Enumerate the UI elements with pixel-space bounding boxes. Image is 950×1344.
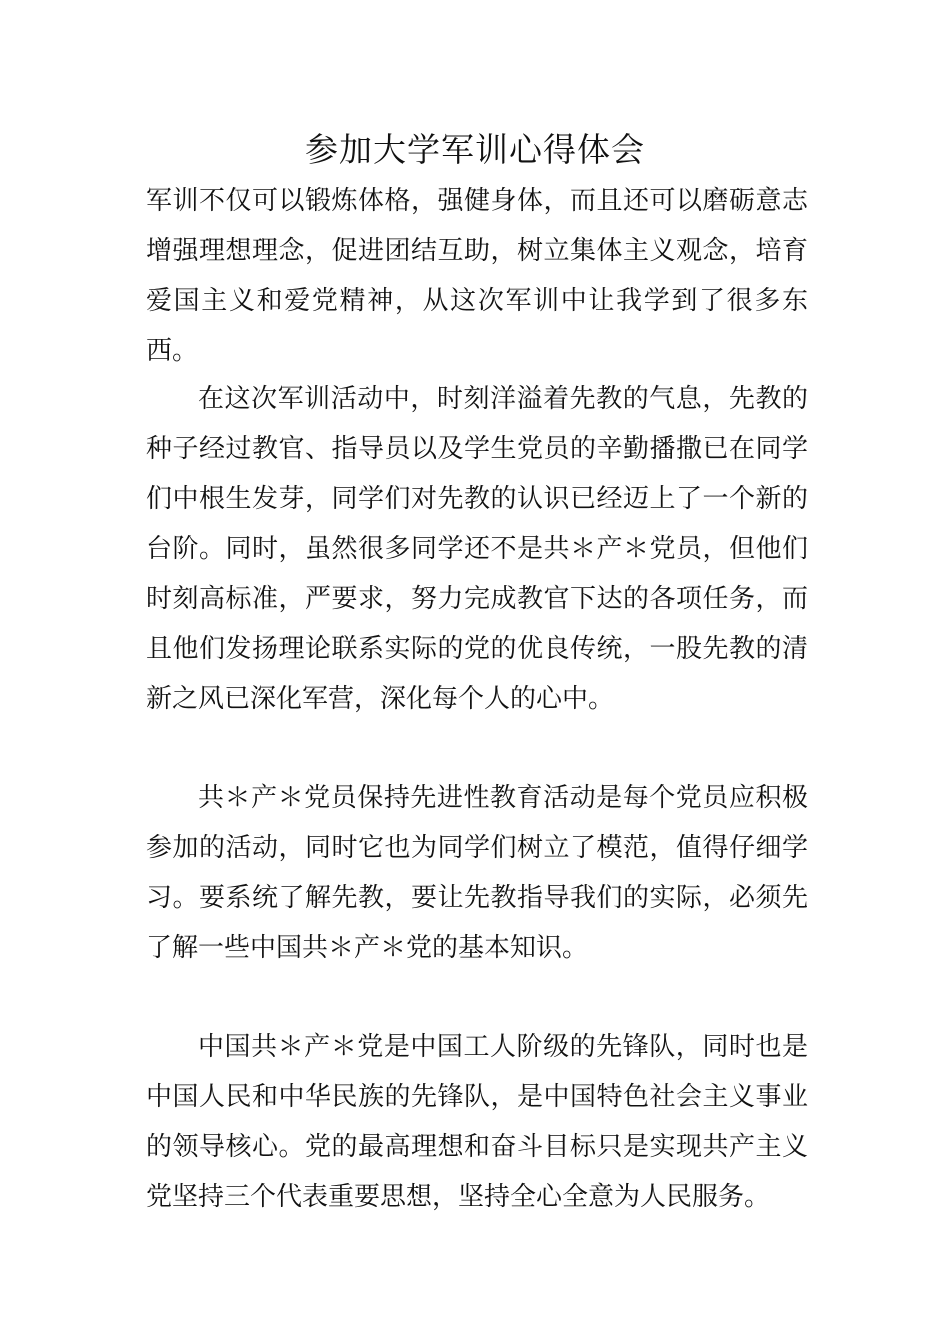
document-title: 参加大学军训心得体会 (305, 130, 645, 169)
paragraph-2: 在这次军训活动中，时刻洋溢着先教的气息，先教的种子经过教官、指导员以及学生党员的辛勤播撒已在同学们中根生发芽，同学们对先教的认识已经迈上了一个新的台阶。同时，虽然很多同学还不是共＊产＊党员，但他们时刻高标准，严要求，努力完成教官下达的各项任务，而且他们发扬理论联系实际的党的优良传统，一股先教的清新之风已深化军营，深化每个人的心中。 (146, 384, 808, 714)
paragraph-3: 共＊产＊党员保持先进性教育活动是每个党员应积极参加的活动，同时它也为同学们树立了模范，值得仔细学习。要系统了解先教，要让先教指导我们的实际，必须先了解一些中国共＊产＊党的基本知识。 (146, 783, 808, 963)
paragraph-1: 军训不仅可以锻炼体格，强健身体，而且还可以磨砺意志增强理想理念，促进团结互助，树立集体主义观念，培育爱国主义和爱党精神，从这次军训中让我学到了很多东西。 (146, 186, 808, 366)
paragraph-4: 中国共＊产＊党是中国工人阶级的先锋队，同时也是中国人民和中华民族的先锋队，是中国特色社会主义事业的领导核心。党的最高理想和奋斗目标只是实现共产主义党坚持三个代表重要思想，坚持全心全意为人民服务。 (146, 1032, 808, 1212)
